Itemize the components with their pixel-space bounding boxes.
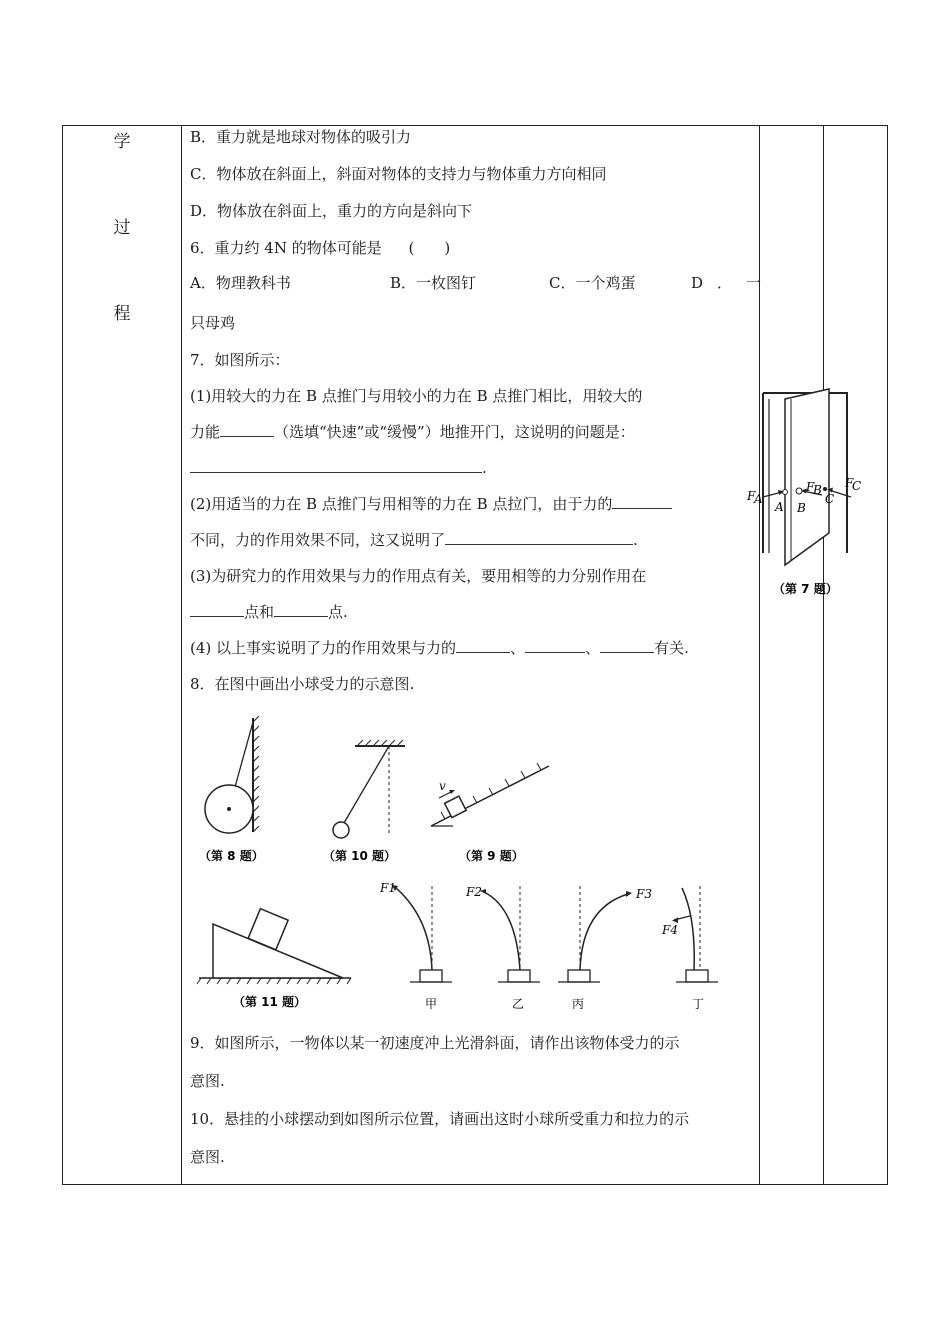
- question-7: 7．如图所示：: [190, 351, 290, 369]
- fig11-caption: （第 11 题）: [233, 995, 307, 1009]
- force-label-f4: F4: [662, 923, 678, 937]
- ball-center: [227, 807, 231, 811]
- column-divider-3: [823, 126, 824, 1184]
- label-b: B: [797, 501, 806, 515]
- force-label-f1: F1: [380, 881, 396, 895]
- blank-field[interactable]: [456, 638, 510, 653]
- period: .: [633, 531, 638, 549]
- diagram-bing: [558, 886, 652, 1011]
- q7-part3-mid: 点和: [244, 603, 275, 621]
- force-label-f3: F3: [636, 887, 652, 901]
- pendulum-ball-icon: [333, 822, 349, 838]
- q7-part2-text: (2)用适当的力在 B 点推门与用相等的力在 B 点拉门，由于力的: [190, 495, 613, 513]
- blank-field[interactable]: [274, 602, 328, 617]
- label-bing: 丙: [572, 997, 585, 1011]
- q6-option-b: B．一枚图钉: [390, 274, 477, 292]
- blank-field[interactable]: [190, 602, 244, 617]
- block-icon: [445, 796, 467, 818]
- question-10-line2: 意图.: [190, 1148, 225, 1166]
- question-10-line1: 10．悬挂的小球摆动到如图所示位置，请画出这时小球所受重力和拉力的示: [190, 1110, 690, 1128]
- q7-part1-line1: (1)用较大的力在 B 点推门与用较小的力在 B 点推门相比，用较大的: [190, 387, 643, 405]
- label-a: A: [775, 500, 784, 514]
- incline-block-figure: [425, 760, 555, 864]
- q7-part2-prefix: 不同，力的作用效果不同，这又说明了: [190, 531, 446, 549]
- question-6-text: 6．重力约 4N 的物体可能是: [190, 239, 382, 257]
- column-divider-1: [181, 126, 182, 1184]
- force-label-f2: F2: [466, 885, 482, 899]
- incline-line: [431, 766, 549, 826]
- block-group: [445, 796, 467, 818]
- diagram-ding: [661, 886, 718, 1011]
- q7-part1-line2: [190, 422, 635, 442]
- wedge-block-figure: [195, 902, 355, 1012]
- label-c: C: [825, 492, 835, 506]
- label-fa-sub: A: [754, 492, 763, 506]
- q7-part3-line1: (3)为研究力的作用效果与力的作用点有关，要用相等的力分别作用在: [190, 567, 647, 585]
- separator: 、: [510, 639, 526, 657]
- q6-option-d: [691, 273, 776, 293]
- blank-field[interactable]: [190, 458, 482, 473]
- question-9-line1: 9．如图所示，一物体以某一初速度冲上光滑斜面，请作出该物体受力的示: [190, 1034, 680, 1052]
- q7-part3-suffix: 点.: [328, 603, 348, 621]
- answer-paren: ( ): [408, 239, 451, 257]
- question-8: 8．在图中画出小球受力的示意图.: [190, 675, 415, 693]
- door-knob-icon: [796, 488, 802, 494]
- q7-part2-line2: [190, 530, 638, 550]
- force-diagrams-row: [360, 878, 740, 1018]
- blank-field[interactable]: [445, 530, 633, 545]
- question-9-line2: 意图.: [190, 1072, 225, 1090]
- door-figure: [747, 385, 862, 600]
- label-fc-sub: C: [852, 479, 862, 493]
- rope-line: [235, 722, 253, 787]
- side-char-xue: 学: [113, 132, 131, 152]
- label-fa: F: [747, 489, 756, 503]
- q7-part4-prefix: (4) 以上事实说明了力的作用效果与力的: [190, 639, 457, 657]
- period: .: [482, 459, 487, 477]
- label-fb: F: [806, 480, 815, 494]
- q6-option-d-text: D．一: [691, 274, 776, 292]
- question-6: [190, 238, 450, 258]
- q7-part1-prefix: 力能: [190, 423, 221, 441]
- pendulum-figure: [325, 738, 415, 866]
- q7-part4: [190, 638, 689, 658]
- blank-field[interactable]: [600, 638, 654, 653]
- diagram-yi: [465, 885, 540, 1011]
- velocity-label: v: [439, 779, 446, 793]
- q7-part1-line3: [190, 458, 487, 478]
- fig7-caption: （第 7 题）: [773, 582, 838, 596]
- blank-field[interactable]: [612, 494, 672, 509]
- blank-field[interactable]: [220, 422, 274, 437]
- door-panel: [785, 389, 829, 565]
- label-fc: F: [845, 476, 854, 490]
- q7-part3-line2: [190, 602, 348, 622]
- fig8-caption: （第 8 题）: [199, 849, 264, 863]
- string-line: [344, 746, 389, 823]
- diagram-jia: [379, 881, 452, 1011]
- q6-option-c: C．一个鸡蛋: [549, 274, 636, 292]
- fig10-caption: （第 10 题）: [323, 849, 397, 863]
- q7-part2-line1: [190, 494, 672, 514]
- q7-part1-suffix: （选填“快速”或“缓慢”）地推开门，这说明的问题是：: [274, 423, 635, 441]
- q6-option-a: A．物理教科书: [190, 274, 291, 292]
- label-fb-sub: B: [813, 483, 822, 497]
- point-c-icon: [823, 487, 827, 491]
- separator: 、: [585, 639, 601, 657]
- ground-hatch: [197, 978, 351, 984]
- label-ding: 丁: [692, 997, 705, 1011]
- fig9-caption: （第 9 题）: [459, 849, 524, 863]
- ball-wall-figure: [195, 712, 275, 862]
- blank-field[interactable]: [525, 638, 585, 653]
- option-d: D．物体放在斜面上，重力的方向是斜向下: [190, 202, 473, 220]
- q7-part4-suffix: 有关.: [654, 639, 689, 657]
- label-jia: 甲: [425, 997, 438, 1011]
- option-c: C．物体放在斜面上，斜面对物体的支持力与物体重力方向相同: [190, 165, 607, 183]
- q6-option-d-cont: 只母鸡: [190, 314, 236, 332]
- side-char-guo: 过: [113, 218, 131, 238]
- label-yi: 乙: [512, 997, 525, 1011]
- side-char-cheng: 程: [113, 304, 131, 324]
- option-b: B．重力就是地球对物体的吸引力: [190, 128, 412, 146]
